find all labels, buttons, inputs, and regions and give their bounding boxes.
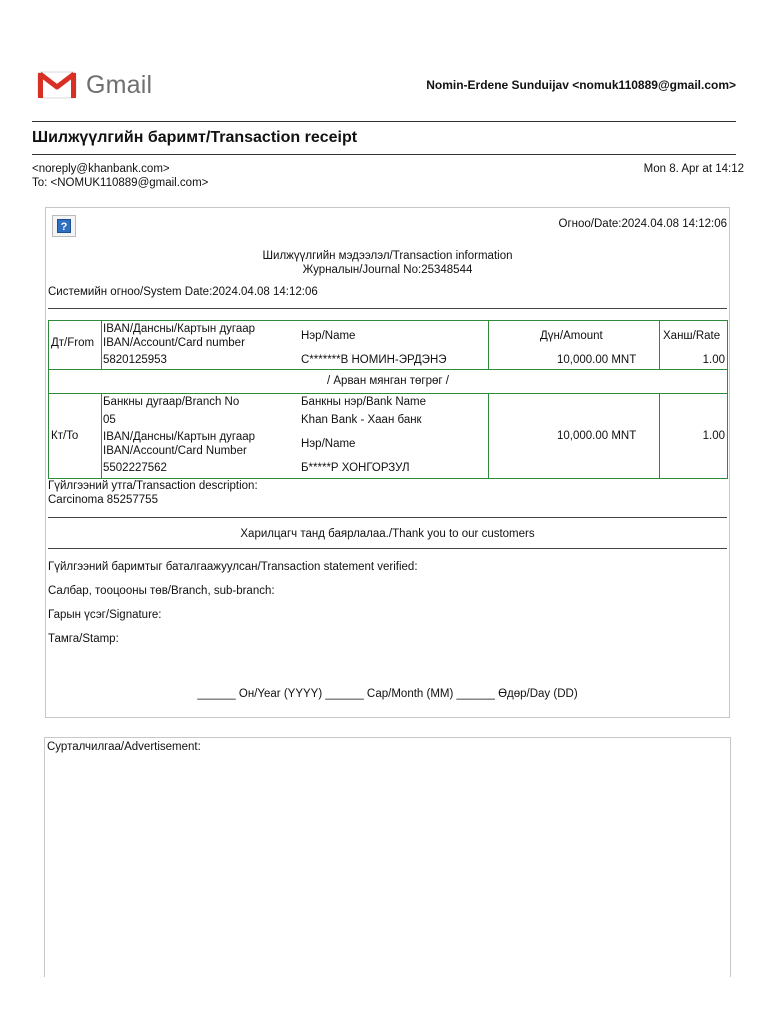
amount-in-words: / Арван мянган төгрөг / xyxy=(327,375,449,387)
advertisement-label: Сурталчилгаа/Advertisement: xyxy=(47,741,201,753)
amount-header: Дүн/Amount xyxy=(540,330,603,342)
transaction-info-title: Шилжүүлгийн мэдээлэл/Transaction information xyxy=(262,250,513,262)
from-account-label: IBAN/Дансны/Картын дугаар xyxy=(103,323,256,335)
to-amount: 10,000.00 MNT xyxy=(557,430,637,442)
to-account-label: IBAN/Account/Card Number xyxy=(103,445,247,457)
name-header: Нэр/Name xyxy=(301,330,356,342)
advertisement-container xyxy=(44,737,731,977)
divider xyxy=(48,308,727,309)
broken-image-icon: ? xyxy=(52,215,76,237)
divider xyxy=(48,517,727,518)
to-account-label: IBAN/Дансны/Картын дугаар xyxy=(103,431,256,443)
email-subject: Шилжүүлгийн баримт/Transaction receipt xyxy=(32,129,358,146)
from-account-number: 5820125953 xyxy=(103,354,167,366)
account-identity: Nomin-Erdene Sunduijav <nomuk110889@gmail.com> xyxy=(426,78,736,92)
table-col-divider xyxy=(659,393,660,479)
receipt-container xyxy=(45,207,730,718)
gmail-envelope-icon xyxy=(37,70,77,100)
to-rate: 1.00 xyxy=(702,430,725,442)
table-col-divider xyxy=(488,393,489,479)
description-label: Гүйлгээний утга/Transaction description: xyxy=(48,480,258,492)
table-col-divider xyxy=(659,321,660,369)
branch-no-label: Банкны дугаар/Branch No xyxy=(103,396,240,408)
table-row-divider xyxy=(49,369,727,370)
gmail-wordmark: Gmail xyxy=(86,70,153,99)
email-from: <noreply@khanbank.com> xyxy=(32,163,170,175)
from-amount: 10,000.00 MNT xyxy=(557,354,637,366)
gmail-logo xyxy=(37,68,161,102)
from-account-label: IBAN/Account/Card number xyxy=(103,337,245,349)
bank-name: Khan Bank - Хаан банк xyxy=(301,414,422,426)
table-col-divider xyxy=(488,321,489,369)
branch-no: 05 xyxy=(103,414,116,426)
system-date: Системийн огноо/System Date:2024.04.08 14:12:06 xyxy=(48,286,318,298)
stamp-label: Тамга/Stamp: xyxy=(48,633,119,645)
thank-you-message: Харилцагч танд баярлалаа./Thank you to our customers xyxy=(240,528,535,540)
header-divider xyxy=(32,121,736,122)
date-fill-line: ______ Он/Year (YYYY) ______ Сар/Month (MM) ______ Өдөр/Day (DD) xyxy=(197,688,578,700)
email-to: To: <NOMUK110889@gmail.com> xyxy=(32,177,209,189)
to-label: Кт/To xyxy=(51,430,79,442)
from-name: С*******В НОМИН-ЭРДЭНЭ xyxy=(301,354,447,366)
rate-header: Ханш/Rate xyxy=(663,330,721,342)
table-row-divider xyxy=(49,393,727,394)
table-col-divider xyxy=(101,393,102,479)
signature-label: Гарын үсэг/Signature: xyxy=(48,609,162,621)
email-date: Mon 8. Apr at 14:12 xyxy=(643,163,744,175)
receipt-date: Огноо/Date:2024.04.08 14:12:06 xyxy=(558,218,727,230)
bank-name-label: Банкны нэр/Bank Name xyxy=(301,396,427,408)
to-account-number: 5502227562 xyxy=(103,462,167,474)
journal-number: Журналын/Journal No:25348544 xyxy=(302,264,473,276)
to-name-label: Нэр/Name xyxy=(301,438,356,450)
branch-label: Салбар, тооцооны төв/Branch, sub-branch: xyxy=(48,585,275,597)
verified-label: Гүйлгээний баримтыг баталгаажуулсан/Transaction statement verified: xyxy=(48,561,418,573)
subject-divider xyxy=(32,154,736,155)
from-rate: 1.00 xyxy=(702,354,725,366)
from-label: Дт/From xyxy=(51,337,95,349)
to-name: Б*****Р ХОНГОРЗУЛ xyxy=(301,462,410,474)
transaction-table xyxy=(48,320,728,479)
divider xyxy=(48,548,727,549)
table-col-divider xyxy=(101,321,102,369)
description-value: Carcinoma 85257755 xyxy=(48,494,158,506)
